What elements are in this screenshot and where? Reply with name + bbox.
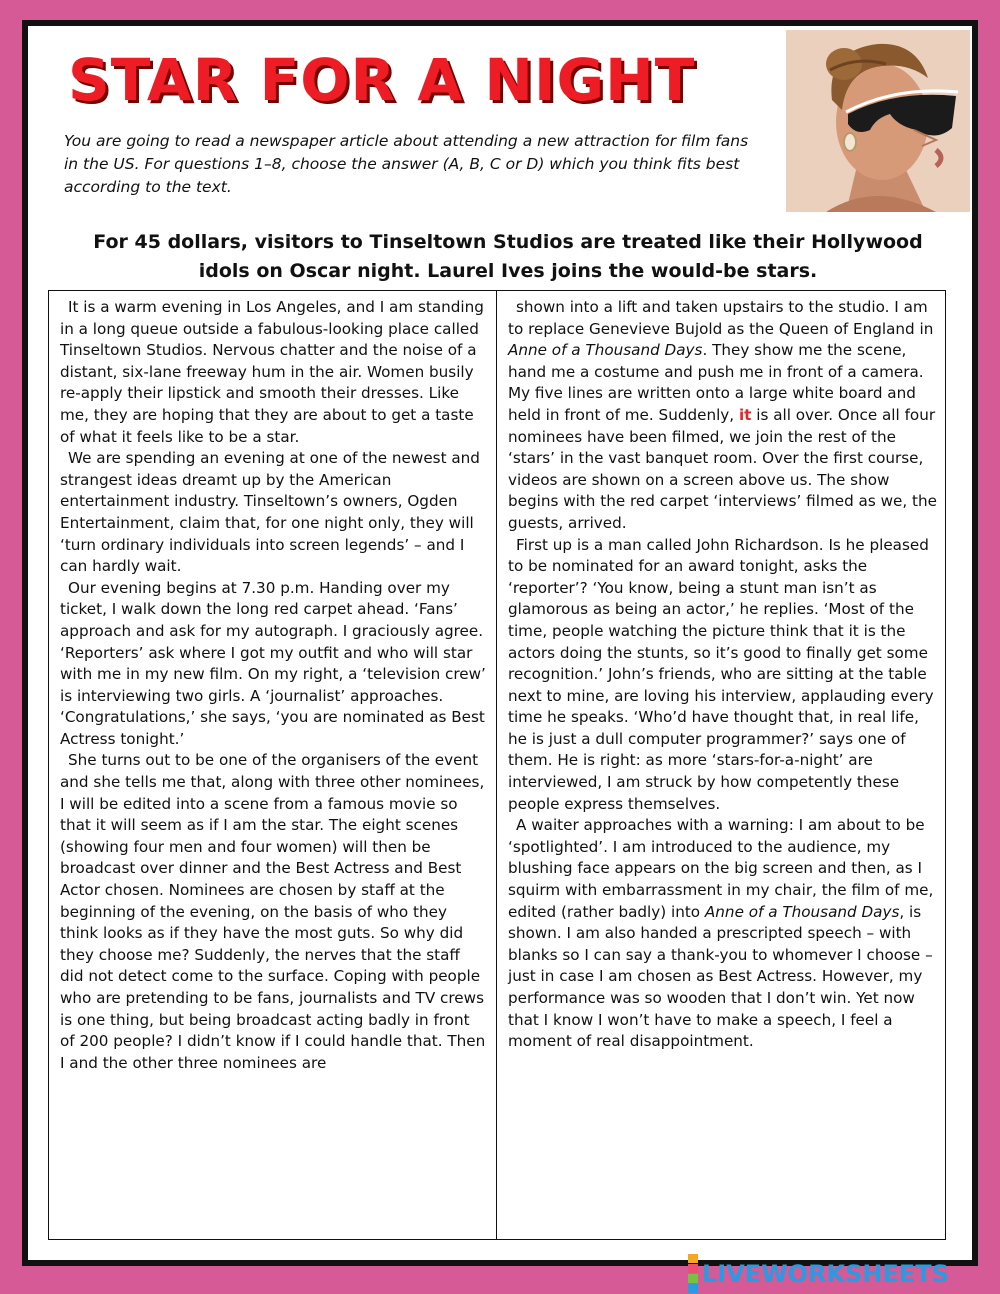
- page-title: STAR FOR A NIGHT: [68, 46, 696, 114]
- highlighted-word-it[interactable]: it: [738, 405, 752, 424]
- paragraph-5-part-b: . They show me the scene, hand me a costume and push me in front of a camera. My five lines are written onto a large white board and held in front of me. Suddenly,: [508, 341, 924, 424]
- liveworksheets-logo: [688, 1254, 949, 1293]
- worksheet-page: [22, 20, 978, 1266]
- logo-text: LIVEWORKSHEETS: [702, 1259, 949, 1288]
- paragraph-5-part-a: shown into a lift and taken upstairs to the studio. I am to replace Genevieve Bujold as the Queen of England in: [508, 298, 934, 338]
- paragraph-7-part-a: A waiter approaches with a warning: I am about to be ‘spotlighted’. I am introduced to the audience, my blushing face appears on the big screen and then, as I squirm with embarrassment in my chair, the film of me, edited (rather badly) into: [508, 816, 934, 921]
- movie-title: Anne of a Thousand Days: [704, 902, 900, 921]
- paragraph-5-part-c: is all over. Once all four nominees have been filmed, we join the rest of the ‘stars’ in the vast banquet room. Over the first course, videos are shown on a screen above us. The show begins with the red carpet ‘interviews’ filmed as we, the guests, arrived.: [508, 405, 937, 532]
- logo-block-l: [688, 1254, 698, 1263]
- paragraph-5: [508, 297, 937, 535]
- woman-sunglasses-illustration: [786, 30, 970, 212]
- paragraph-7: [508, 815, 937, 1053]
- paragraph-7-part-b: , is shown. I am also handed a prescripted speech – with blanks so I can say a thank-you to whomever I choose – just in case I am chosen as Best Actress. However, my performance was so wooden that I don’t win. Yet now that I know I won’t have to make a speech, I feel a moment of real disappointment.: [508, 902, 933, 1051]
- paragraph-4: She turns out to be one of the organisers of the event and she tells me that, along with three other nominees, I will be edited into a scene from a famous movie so that it will seem as if I am the star. The eight scenes (showing four men and four women) will then be broadcast over dinner and the Best Actress and Best Actor chosen. Nominees are chosen by staff at the beginning of the evening, on the basis of who they think looks as if they have the most guts. So why did they choose me? Suddenly, the nerves that the staff did not detect come to the surface. Coping with people who are pretending to be fans, journalists and TV crews is one thing, but being broadcast acting badly in front of 200 people? I didn’t know if I could handle that. Then I and the other three nominees are: [60, 751, 486, 1072]
- article-subheading: For 45 dollars, visitors to Tinseltown Studios are treated like their Hollywood idols on Oscar night. Laurel Ives joins the would-be stars.: [93, 231, 923, 282]
- paragraph-6: First up is a man called John Richardson. Is he pleased to be nominated for an award tonight, asks the ‘reporter’? ‘You know, being a stunt man isn’t as glamorous as being an actor,’ he replies. ‘Most of the time, people watching the picture think that it is the actors doing the stunts, so it’s good to finally get some recognition.’ John’s friends, who are sitting at the table next to mine, are loving his interview, applauding every time he speaks. ‘Who’d have thought that, in real life, he is just a dull computer programmer?’ says one of them. He is right: as more ‘stars-for-a-night’ are interviewed, I am struck by how competently these people express themselves.: [508, 535, 934, 813]
- paragraph-3: Our evening begins at 7.30 p.m. Handing over my ticket, I walk down the long red carpet ahead. ‘Fans’ approach and ask for my autograph. I graciously agree. ‘Reporters’ ask where I got my outfit and who will star with me in my new film. On my right, a ‘television crew’ is interviewing two girls. A ‘journalist’ approaches. ‘Congratulations,’ she says, ‘you are nominated as Best Actress tonight.’: [60, 578, 486, 748]
- logo-block-v: [688, 1274, 698, 1283]
- logo-blocks-icon: [688, 1254, 698, 1293]
- article-column-left: [49, 291, 497, 1239]
- logo-block-e: [688, 1284, 698, 1293]
- instructions-text: You are going to read a newspaper article about attending a new attraction for film fans in the US. For questions 1–8, choose the answer (A, B, C or D) which you think fits best according to the text.: [64, 132, 749, 196]
- logo-block-i: [688, 1264, 698, 1273]
- article-column-right: [497, 291, 945, 1239]
- portrait-drawing: [786, 30, 970, 212]
- paragraph-2: We are spending an evening at one of the newest and strangest ideas dreamt up by the American entertainment industry. Tinseltown’s owners, Ogden Entertainment, claim that, for one night only, they will ‘turn ordinary individuals into screen legends’ – and I can hardly wait.: [60, 449, 480, 576]
- article-box: [48, 290, 946, 1240]
- paragraph-1: It is a warm evening in Los Angeles, and I am standing in a long queue outside a fabulous-looking place called Tinseltown Studios. Nervous chatter and the noise of a distant, six-lane freeway hum in the air. Women busily re-apply their lipstick and smooth their dresses. Like me, they are hoping that they are about to get a taste of what it feels like to be a star.: [60, 298, 484, 446]
- movie-title: Anne of a Thousand Days: [508, 341, 703, 360]
